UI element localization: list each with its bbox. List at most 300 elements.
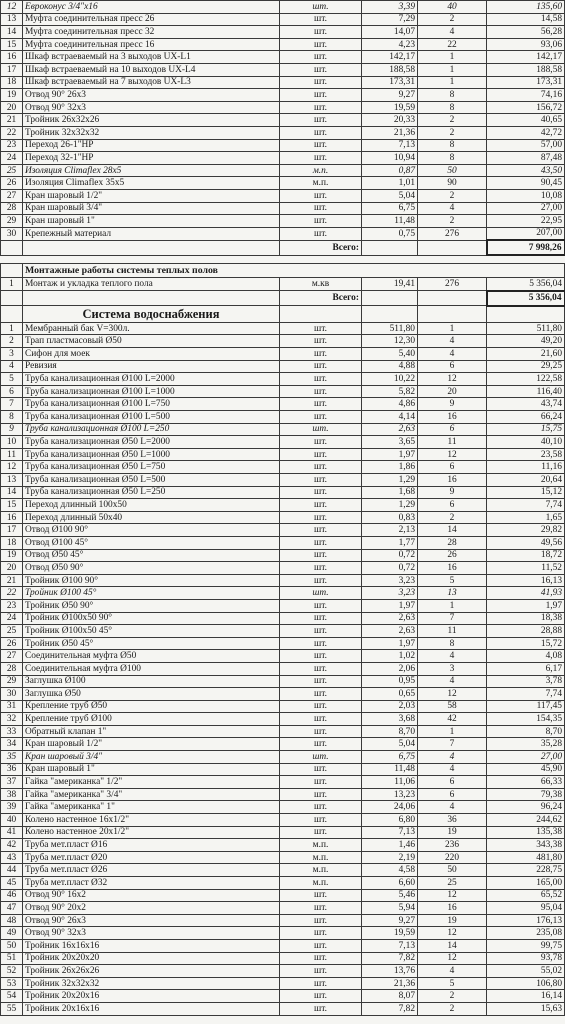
line-total: 87,48 [487,152,565,165]
table-row [1,335,565,348]
unit: шт. [280,26,362,39]
section-floor-total [1,291,565,323]
line-total: 154,35 [487,713,565,726]
item-name: Тройник Ø100 45° [23,587,280,600]
unit-price: 4,14 [362,411,418,424]
unit-price: 1,86 [362,461,418,474]
quantity: 40 [418,1,487,14]
table-row [1,801,565,814]
unit: шт. [280,114,362,127]
table-row [1,398,565,411]
unit-price: 9,27 [362,914,418,927]
quantity: 19 [418,914,487,927]
quantity: 2 [418,13,487,26]
quantity: 8 [418,101,487,114]
row-number: 30 [1,227,23,240]
line-total: 21,60 [487,348,565,361]
line-total: 93,06 [487,38,565,51]
item-name: Тройник Ø100x50 90° [23,612,280,625]
row-number: 25 [1,625,23,638]
unit-price: 0,75 [362,227,418,240]
table-row [1,76,565,89]
item-name: Труба мет.пласт Ø26 [23,864,280,877]
unit-price: 4,86 [362,398,418,411]
row-number: 24 [1,152,23,165]
unit-price: 6,75 [362,751,418,764]
quantity: 5 [418,574,487,587]
unit-price: 20,33 [362,114,418,127]
quantity: 28 [418,536,487,549]
quantity: 220 [418,851,487,864]
item-name: Отвод 90° 20x2 [23,902,280,915]
quantity: 6 [418,499,487,512]
quantity: 8 [418,637,487,650]
line-total: 14,58 [487,13,565,26]
line-total: 22,95 [487,215,565,228]
unit: шт. [280,965,362,978]
unit: шт. [280,927,362,940]
row-number: 21 [1,574,23,587]
quantity: 36 [418,814,487,827]
table-row [1,826,565,839]
section-heating-total [1,240,565,278]
quantity: 5 [418,977,487,990]
unit-price: 4,88 [362,360,418,373]
unit: шт. [280,38,362,51]
line-total: 116,40 [487,385,565,398]
row-number: 44 [1,864,23,877]
quantity: 50 [418,864,487,877]
unit-price: 2,13 [362,524,418,537]
item-name: Кран шаровый 1" [23,763,280,776]
item-name: Заглушка Ø50 [23,688,280,701]
item-name: Тройник Ø100x50 45° [23,625,280,638]
item-name: Труба канализационная Ø50 L=250 [23,486,280,499]
quantity: 6 [418,461,487,474]
quantity: 4 [418,26,487,39]
row-number: 13 [1,13,23,26]
item-name: Кран шаровый 3/4" [23,751,280,764]
quantity: 13 [418,587,487,600]
unit: шт. [280,788,362,801]
quantity: 4 [418,202,487,215]
item-name: Труба канализационная Ø50 L=1000 [23,448,280,461]
unit: шт. [280,385,362,398]
quantity: 1 [418,599,487,612]
unit: шт. [280,474,362,487]
unit-price: 10,22 [362,373,418,386]
line-total: 16,14 [487,990,565,1003]
row-number: 36 [1,763,23,776]
quantity: 7 [418,612,487,625]
row-number: 14 [1,486,23,499]
unit-price: 1,68 [362,486,418,499]
row-number: 26 [1,637,23,650]
table-row [1,612,565,625]
item-name: Монтаж и укладка теплого пола [23,278,280,291]
unit-price: 7,13 [362,139,418,152]
table-row [1,373,565,386]
unit: м.п. [280,839,362,852]
unit-price: 4,58 [362,864,418,877]
unit: шт. [280,549,362,562]
row-number: 22 [1,126,23,139]
row-number: 22 [1,587,23,600]
row-number: 16 [1,51,23,64]
line-total: 23,58 [487,448,565,461]
item-name: Муфта соединительная пресс 16 [23,38,280,51]
item-name: Соединительная муфта Ø50 [23,650,280,663]
unit-price: 11,06 [362,776,418,789]
item-name: Тройник Ø50 90° [23,599,280,612]
unit: шт. [280,322,362,335]
unit: шт. [280,700,362,713]
unit: шт. [280,461,362,474]
row-number: 11 [1,448,23,461]
table-row [1,448,565,461]
line-total: 42,72 [487,126,565,139]
unit: шт. [280,1,362,14]
unit: шт. [280,902,362,915]
unit-price: 8,07 [362,990,418,1003]
table-row [1,38,565,51]
unit-price: 3,23 [362,574,418,587]
row-number: 17 [1,524,23,537]
item-name: Труба канализационная Ø100 L=250 [23,423,280,436]
row-number: 16 [1,511,23,524]
row-number: 28 [1,662,23,675]
row-number: 42 [1,839,23,852]
table-row [1,902,565,915]
unit: шт. [280,612,362,625]
quantity: 4 [418,348,487,361]
row-number: 47 [1,902,23,915]
table-row [1,486,565,499]
line-total: 20,64 [487,474,565,487]
table-row [1,788,565,801]
row-number: 8 [1,411,23,424]
unit: м.п. [280,164,362,177]
table-row [1,89,565,102]
quantity: 12 [418,448,487,461]
unit-price: 7,82 [362,952,418,965]
unit-price: 13,23 [362,788,418,801]
unit-price: 142,17 [362,51,418,64]
quantity: 8 [418,89,487,102]
row-number: 23 [1,139,23,152]
row-number: 40 [1,814,23,827]
quantity: 6 [418,776,487,789]
table-row [1,662,565,675]
quantity: 16 [418,562,487,575]
section-water-supply [1,322,565,1015]
table-row [1,126,565,139]
row-number: 3 [1,348,23,361]
line-total: 18,72 [487,549,565,562]
unit: шт. [280,139,362,152]
table-row [1,952,565,965]
line-total: 65,52 [487,889,565,902]
unit: шт. [280,524,362,537]
item-name: Труба канализационная Ø100 L=1000 [23,385,280,398]
unit-price: 5,46 [362,889,418,902]
line-total: 10,08 [487,189,565,202]
row-number: 54 [1,990,23,1003]
quantity: 58 [418,700,487,713]
line-total: 481,80 [487,851,565,864]
item-name: Крепление труб Ø50 [23,700,280,713]
table-row [1,851,565,864]
unit-price: 1,29 [362,474,418,487]
quantity: 1 [418,63,487,76]
unit: шт. [280,990,362,1003]
unit-price: 2,63 [362,625,418,638]
item-name: Тройник 20x20x16 [23,990,280,1003]
table-row [1,864,565,877]
row-number: 50 [1,939,23,952]
table-row [1,474,565,487]
unit: шт. [280,574,362,587]
item-name: Обратный клапан 1" [23,725,280,738]
table-row [1,152,565,165]
unit-price: 1,46 [362,839,418,852]
row-number: 26 [1,177,23,190]
quantity: 276 [418,278,487,291]
line-total: 1,97 [487,599,565,612]
row-number: 27 [1,650,23,663]
unit-price: 173,31 [362,76,418,89]
unit: шт. [280,335,362,348]
unit-price: 2,63 [362,423,418,436]
unit: шт. [280,738,362,751]
table-row [1,189,565,202]
item-name: Евроконус 3/4"x16 [23,1,280,14]
line-total: 27,00 [487,202,565,215]
item-name: Тройник 32x32x32 [23,126,280,139]
table-row [1,574,565,587]
line-total: 4,08 [487,650,565,663]
item-name: Переход длинный 50x40 [23,511,280,524]
table-row [1,164,565,177]
unit-price: 19,59 [362,101,418,114]
row-number: 49 [1,927,23,940]
item-name: Труба мет.пласт Ø20 [23,851,280,864]
section-floor-works [1,278,565,291]
line-total: 15,12 [487,486,565,499]
unit: шт. [280,373,362,386]
unit: шт. [280,89,362,102]
row-number: 15 [1,499,23,512]
row-number: 7 [1,398,23,411]
line-total: 343,38 [487,839,565,852]
item-name: Отвод 90° 16x2 [23,889,280,902]
item-name: Отвод Ø50 90° [23,562,280,575]
row-number: 18 [1,536,23,549]
unit: м.п. [280,851,362,864]
row-number: 39 [1,801,23,814]
item-name: Муфта соединительная пресс 26 [23,13,280,26]
line-total: 188,58 [487,63,565,76]
line-total: 66,33 [487,776,565,789]
row-number: 45 [1,877,23,890]
quantity: 4 [418,650,487,663]
item-name: Колено настенное 20x1/2" [23,826,280,839]
item-name: Отвод 90° 32x3 [23,101,280,114]
line-total: 41,93 [487,587,565,600]
row-number: 37 [1,776,23,789]
unit-price: 1,01 [362,177,418,190]
table-row [1,499,565,512]
table-row [1,322,565,335]
unit: шт. [280,215,362,228]
row-number: 12 [1,461,23,474]
quantity: 276 [418,227,487,240]
table-row [1,202,565,215]
total-value: 5 356,04 [487,291,565,306]
line-total: 45,90 [487,763,565,776]
unit-price: 13,76 [362,965,418,978]
table-row [1,524,565,537]
line-total: 15,63 [487,1002,565,1015]
row-number: 6 [1,385,23,398]
line-total: 74,16 [487,89,565,102]
quantity: 26 [418,549,487,562]
row-number: 19 [1,549,23,562]
row-number: 2 [1,335,23,348]
row-number: 1 [1,278,23,291]
quantity: 22 [418,38,487,51]
line-total: 173,31 [487,76,565,89]
unit-price: 7,82 [362,1002,418,1015]
unit-price: 11,48 [362,763,418,776]
quantity: 2 [418,990,487,1003]
unit: м.кв [280,278,362,291]
line-total: 95,04 [487,902,565,915]
quantity: 16 [418,411,487,424]
row-number: 20 [1,101,23,114]
quantity: 4 [418,965,487,978]
table-row [1,939,565,952]
line-total: 135,60 [487,1,565,14]
line-total: 106,80 [487,977,565,990]
line-total: 156,72 [487,101,565,114]
unit: шт. [280,751,362,764]
item-name: Труба канализационная Ø50 L=2000 [23,436,280,449]
row-number: 13 [1,474,23,487]
item-name: Кран шаровый 3/4" [23,202,280,215]
line-total: 511,80 [487,322,565,335]
item-name: Заглушка Ø100 [23,675,280,688]
line-total: 29,82 [487,524,565,537]
item-name: Изоляция Climaflex 35x5 [23,177,280,190]
unit: шт. [280,398,362,411]
unit-price: 19,41 [362,278,418,291]
item-name: Крепление труб Ø100 [23,713,280,726]
line-total: 49,56 [487,536,565,549]
unit: шт. [280,1002,362,1015]
table-row [1,177,565,190]
quantity: 12 [418,952,487,965]
table-row [1,839,565,852]
table-row [1,549,565,562]
unit: шт. [280,801,362,814]
quantity: 14 [418,939,487,952]
unit-price: 0,83 [362,511,418,524]
line-total: 90,45 [487,177,565,190]
table-row [1,385,565,398]
unit: шт. [280,411,362,424]
unit-price: 14,07 [362,26,418,39]
row-number: 38 [1,788,23,801]
item-name: Труба канализационная Ø100 L=500 [23,411,280,424]
unit-price: 6,75 [362,202,418,215]
unit-price: 21,36 [362,126,418,139]
line-total: 244,62 [487,814,565,827]
line-total: 15,72 [487,637,565,650]
line-total: 40,10 [487,436,565,449]
line-total: 3,78 [487,675,565,688]
quantity: 9 [418,486,487,499]
line-total: 79,38 [487,788,565,801]
table-row [1,977,565,990]
unit: шт. [280,499,362,512]
line-total: 1,65 [487,511,565,524]
table-row [1,587,565,600]
unit-price: 0,72 [362,549,418,562]
unit: шт. [280,587,362,600]
line-total: 49,20 [487,335,565,348]
quantity: 2 [418,511,487,524]
table-row [1,227,565,240]
table-row [1,725,565,738]
row-number: 55 [1,1002,23,1015]
item-name: Тройник Ø50 45° [23,637,280,650]
quantity: 14 [418,524,487,537]
line-total: 56,28 [487,26,565,39]
table-row [1,637,565,650]
item-name: Шкаф встраеваемый на 3 выходов UX-L1 [23,51,280,64]
table-row [1,360,565,373]
line-total: 228,75 [487,864,565,877]
item-name: Кран шаровый 1" [23,215,280,228]
table-row [1,411,565,424]
unit-price: 5,04 [362,189,418,202]
quantity: 4 [418,335,487,348]
row-number: 43 [1,851,23,864]
item-name: Труба мет.пласт Ø32 [23,877,280,890]
section-title: Монтажные работы системы теплых полов [23,264,565,278]
row-number: 34 [1,738,23,751]
item-name: Тройник 26x26x26 [23,965,280,978]
line-total: 43,50 [487,164,565,177]
table-row [1,927,565,940]
quantity: 7 [418,738,487,751]
quantity: 1 [418,322,487,335]
quantity: 12 [418,688,487,701]
unit-price: 2,06 [362,662,418,675]
quantity: 12 [418,373,487,386]
row-number: 30 [1,688,23,701]
total-value: 7 998,26 [487,240,565,255]
table-row [1,562,565,575]
row-number: 28 [1,202,23,215]
table-row [1,650,565,663]
line-total: 57,00 [487,139,565,152]
table-row [1,814,565,827]
row-number: 33 [1,725,23,738]
row-number: 29 [1,675,23,688]
quantity: 6 [418,360,487,373]
